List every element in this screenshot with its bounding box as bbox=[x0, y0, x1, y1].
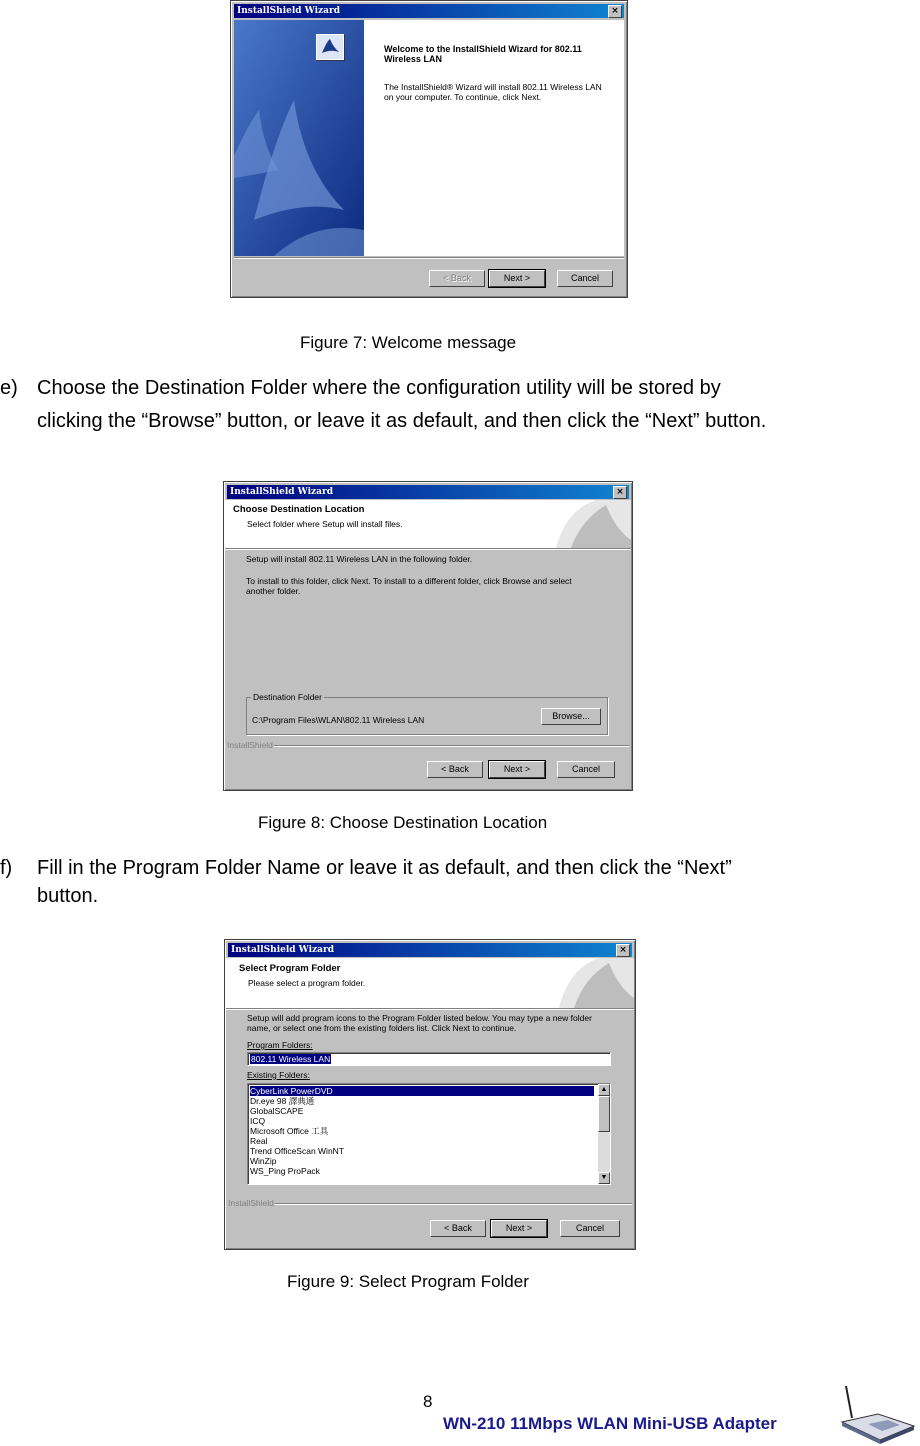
existing-folder-item[interactable]: Microsoft Office 工具 bbox=[250, 1126, 329, 1136]
welcome-content bbox=[364, 20, 624, 256]
installshield-brand: InstallShield bbox=[228, 1198, 274, 1208]
dialog-subheading: Please select a program folder. bbox=[248, 978, 366, 988]
product-name: WN-210 11Mbps WLAN Mini-USB Adapter bbox=[443, 1414, 777, 1433]
existing-folders-label: Existing Folders: bbox=[247, 1070, 310, 1080]
welcome-heading-line2: Wireless LAN bbox=[384, 54, 442, 64]
close-button[interactable]: × bbox=[616, 944, 630, 957]
usb-adapter-icon bbox=[838, 1384, 916, 1444]
program-folder-input[interactable] bbox=[247, 1052, 611, 1066]
scroll-thumb[interactable] bbox=[598, 1096, 610, 1132]
dialog-title: InstallShield Wizard bbox=[237, 6, 341, 16]
back-button[interactable]: < Back bbox=[429, 270, 485, 287]
dialog-body-line2: name, or select one from the existing folders list. Click Next to continue. bbox=[247, 1023, 517, 1033]
dialog-heading: Select Program Folder bbox=[239, 963, 341, 974]
dialog-body-line3: another folder. bbox=[246, 586, 301, 596]
existing-folder-item[interactable]: Dr.eye 98 譯典通 bbox=[250, 1096, 315, 1106]
existing-folder-item[interactable]: WinZip bbox=[250, 1156, 277, 1166]
existing-folder-item[interactable]: Real bbox=[250, 1136, 268, 1146]
header-artwork-icon bbox=[539, 958, 634, 1008]
figure8-caption: Figure 8: Choose Destination Location bbox=[258, 813, 548, 832]
step-e-marker: e) bbox=[0, 377, 18, 399]
next-button[interactable]: Next > bbox=[489, 270, 545, 287]
dialog-titlebar bbox=[228, 943, 632, 957]
brand-divider bbox=[274, 745, 629, 747]
browse-button[interactable]: Browse... bbox=[541, 708, 601, 725]
step-f bbox=[0, 854, 920, 914]
existing-folder-item[interactable]: GlobalSCAPE bbox=[250, 1106, 304, 1116]
welcome-body-line1: The InstallShield® Wizard will install 802.11 Wireless LAN bbox=[384, 82, 602, 92]
dialog-heading: Choose Destination Location bbox=[233, 504, 365, 515]
step-e bbox=[0, 374, 920, 434]
dialog-header bbox=[226, 958, 634, 1008]
dialog-body-line1: Setup will add program icons to the Program Folder listed below. You may type a new folder bbox=[247, 1013, 592, 1023]
dialog-body-line1: Setup will install 802.11 Wireless LAN in the following folder. bbox=[246, 554, 473, 564]
welcome-body-line2: on your computer. To continue, click Next. bbox=[384, 92, 542, 102]
next-button[interactable]: Next > bbox=[491, 1220, 547, 1237]
existing-folder-item[interactable]: ICQ bbox=[250, 1116, 266, 1126]
program-folder-dialog bbox=[224, 939, 636, 1250]
step-e-line1: Choose the Destination Folder where the configuration utility will be stored by bbox=[37, 377, 721, 399]
dialog-titlebar bbox=[234, 4, 624, 18]
cancel-button[interactable]: Cancel bbox=[557, 270, 613, 287]
step-e-line2: clicking the “Browse” button, or leave it as default, and then click the “Next” button. bbox=[37, 410, 767, 432]
list-scrollbar[interactable] bbox=[598, 1084, 610, 1184]
dialog-body-line2: To install to this folder, click Next. To install to a different folder, click Browse and select bbox=[246, 576, 572, 586]
dialog-title: InstallShield Wizard bbox=[231, 945, 335, 955]
back-button[interactable]: < Back bbox=[430, 1220, 486, 1237]
group-label: Destination Folder bbox=[253, 692, 322, 702]
scroll-up-button[interactable]: ▲ bbox=[598, 1084, 610, 1096]
dialog-titlebar bbox=[227, 485, 629, 499]
scroll-down-button[interactable]: ▼ bbox=[598, 1172, 610, 1184]
cancel-button[interactable]: Cancel bbox=[557, 761, 615, 778]
dialog-subheading: Select folder where Setup will install files. bbox=[247, 519, 403, 529]
step-f-marker: f) bbox=[0, 857, 13, 879]
destination-path: C:\Program Files\WLAN\802.11 Wireless LAN bbox=[252, 715, 425, 725]
welcome-dialog bbox=[230, 0, 628, 298]
divider bbox=[234, 257, 624, 259]
installshield-brand: InstallShield bbox=[227, 740, 273, 750]
dialog-title: InstallShield Wizard bbox=[230, 487, 334, 497]
destination-folder-group bbox=[246, 692, 608, 735]
welcome-heading-line1: Welcome to the InstallShield Wizard for 802.11 bbox=[384, 44, 582, 54]
program-folder-value: 802.11 Wireless LAN bbox=[251, 1054, 331, 1064]
page-number: 8 bbox=[423, 1392, 433, 1411]
step-f-line1: Fill in the Program Folder Name or leave it as default, and then click the “Next” bbox=[37, 857, 732, 879]
back-button[interactable]: < Back bbox=[427, 761, 483, 778]
close-button[interactable]: × bbox=[608, 5, 622, 18]
existing-folder-item[interactable]: WS_Ping ProPack bbox=[250, 1166, 320, 1176]
cancel-button[interactable]: Cancel bbox=[560, 1220, 620, 1237]
close-button[interactable]: × bbox=[613, 486, 627, 499]
header-divider bbox=[225, 548, 631, 550]
figure9-caption: Figure 9: Select Program Folder bbox=[287, 1272, 529, 1291]
step-f-line2: button. bbox=[37, 885, 99, 907]
existing-folder-item[interactable]: Trend OfficeScan WinNT bbox=[250, 1146, 345, 1156]
header-artwork-icon bbox=[536, 500, 631, 548]
dialog-header bbox=[225, 500, 631, 548]
header-divider bbox=[226, 1008, 634, 1010]
existing-folder-item[interactable]: CyberLink PowerDVD bbox=[250, 1086, 594, 1096]
installshield-logo-icon bbox=[316, 34, 344, 60]
program-folders-label: Program Folders: bbox=[247, 1040, 313, 1050]
figure7-caption: Figure 7: Welcome message bbox=[300, 333, 517, 352]
wizard-artwork bbox=[234, 20, 364, 256]
destination-dialog bbox=[223, 481, 633, 791]
brand-divider bbox=[275, 1203, 632, 1205]
next-button[interactable]: Next > bbox=[489, 761, 545, 778]
existing-folders-list[interactable] bbox=[247, 1083, 611, 1185]
